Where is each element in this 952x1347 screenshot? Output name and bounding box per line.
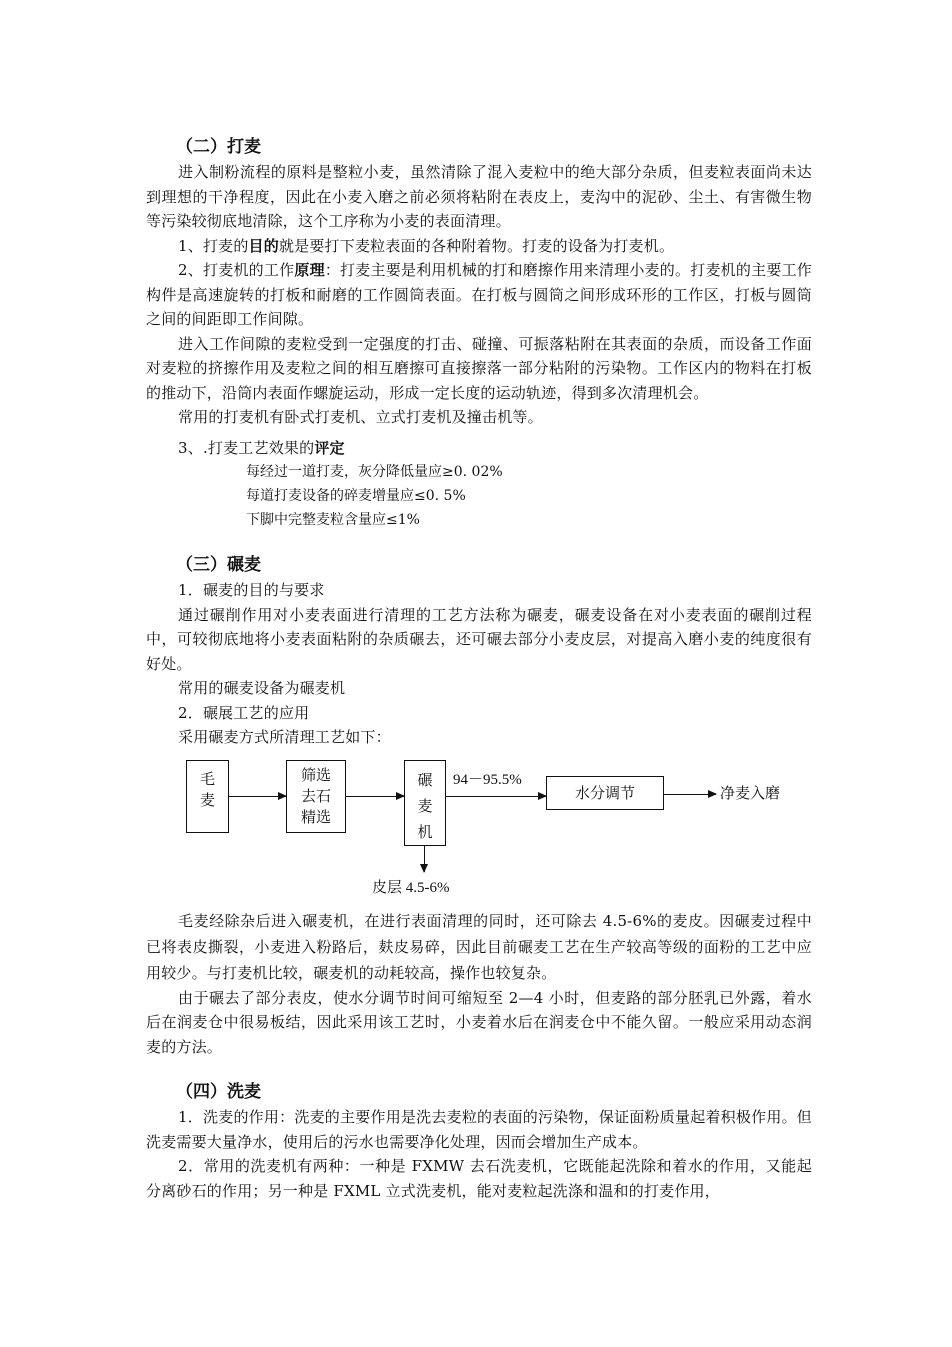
bold-term-purpose: 目的	[248, 236, 279, 255]
item-purpose: 1、打麦的目的就是要打下麦粒表面的各种附着物。打麦的设备为打麦机。	[178, 236, 675, 255]
bold-term-evaluation: 评定	[314, 438, 345, 457]
paragraph-common-machines: 常用的打麦机有卧式打麦机、立式打麦机及撞击机等。	[178, 408, 543, 426]
paragraph-scouring-equipment: 常用的碾麦设备为碾麦机	[178, 679, 346, 697]
paragraph-scouring-def: 通过碾削作用对小麦表面进行清理的工艺方法称为碾麦，碾麦设备在对小麦表面的碾削过程中，可较彻底地将小麦表面粘附的杂质碾去，还可碾去部分小麦皮层，对提高入磨小麦的纯度很有好处。	[146, 605, 812, 673]
process-flow-diagram	[146, 752, 812, 902]
box-scouring-machine: 碾 麦 机	[404, 760, 446, 846]
section-heading-scouring: （三）碾麦	[176, 555, 261, 575]
bold-term-principle: 原理	[294, 261, 325, 279]
paragraph-working-gap: 进入工作间隙的麦粒受到一定强度的打击、碰撞、可振落粘附在其表面的杂质，而设备工作面对麦粒的挤擦作用及麦粒之间的相互磨擦可直接擦落一部分粘附的污染物。工作区内的物料在打板的推动下，沿筒内表面作螺旋运动，形成一定长度的运动轨迹，得到多次清理机会。	[146, 334, 812, 402]
section-heading-washing: （四）洗麦	[176, 1082, 261, 1102]
box-screening: 筛选 去石 精选	[286, 760, 346, 833]
box-moisture-conditioning: 水分调节	[546, 776, 664, 810]
yield-label: 94－95.5%	[453, 771, 522, 788]
criteria-item: 下脚中完整麦粒含量应≤1%	[246, 512, 420, 528]
subheading-purpose: 1．碾麦的目的与要求	[178, 581, 325, 599]
criteria-item: 每道打麦设备的碎麦增量应≤0. 5%	[246, 488, 466, 504]
document-page	[146, 134, 812, 1203]
paragraph-intro: 进入制粉流程的原料是整粒小麦，虽然清除了混入麦粒中的绝大部分杂质，但麦粒表面尚未达到理想的干净程度，因此在小麦入磨之前必须将粘附在表皮上，麦沟中的泥砂、尘土、有害微生物等污染较彻底地清除，这个工序称为小麦的表面清理。	[146, 163, 812, 230]
bran-label: 皮层 4.5-6%	[372, 879, 450, 896]
paragraph-process-intro: 采用碾麦方式所清理工艺如下：	[178, 728, 391, 746]
arrow-to-conditioning	[446, 796, 546, 797]
paragraph-washing-machines: 2．常用的洗麦机有两种：一种是 FXMW 去石洗麦机，它既能起洗除和着水的作用，又能起分离砂石的作用；另一种是 FXML 立式洗麦机，能对麦粒起洗涤和温和的打麦作用，	[146, 1157, 812, 1200]
item-principle: 2、打麦机的工作原理：打麦主要是利用机械的打和磨擦作用来清理小麦的。打麦机的主要工作构件是高速旋转的打板和耐磨的工作圆筒表面。在打板与圆筒之间形成环形的工作区，打板与圆筒之间的间距即工作间隙。	[146, 261, 812, 328]
output-label: 净麦入磨	[720, 785, 781, 802]
paragraph-scouring-effect: 毛麦经除杂后进入碾麦机，在进行表面清理的同时，还可除去 4.5-6%的麦皮。因碾麦过程中已将表皮撕裂，小麦进入粉路后，麸皮易碎，因此目前碾麦工艺在生产较高等级的面粉的工艺中应用较少。与打麦机比较，碾麦机的动耗较高，操作也较复杂。	[146, 911, 812, 982]
subheading-application: 2．碾展工艺的应用	[178, 703, 310, 722]
arrow-to-scourer	[346, 796, 404, 797]
criteria-item: 每经过一道打麦，灰分降低量应≥0. 02%	[246, 464, 503, 480]
paragraph-washing-role: 1．洗麦的作用：洗麦的主要作用是洗去麦粒的表面的污染物，保证面粉质量起着积极作用。但洗麦需要大量净水，使用后的污水也需要净化处理，因而会增加生产成本。	[146, 1108, 812, 1151]
box-raw-wheat: 毛 麦	[186, 760, 229, 833]
section-heading-threshing: （二）打麦	[176, 137, 261, 157]
paragraph-conditioning-time: 由于碾去了部分表皮，使水分调节时间可缩短至 2—4 小时，但麦路的部分胚乳已外露，着水后在润麦仓中很易板结，因此采用该工艺时，小麦着水后在润麦仓中不能久留。一般应采用动态润麦的方法。	[146, 988, 812, 1056]
item-evaluation: 3、.打麦工艺效果的评定	[178, 438, 345, 457]
arrow-to-bran	[424, 846, 425, 872]
arrow-to-output	[664, 794, 716, 795]
arrow-to-screening	[229, 796, 286, 797]
